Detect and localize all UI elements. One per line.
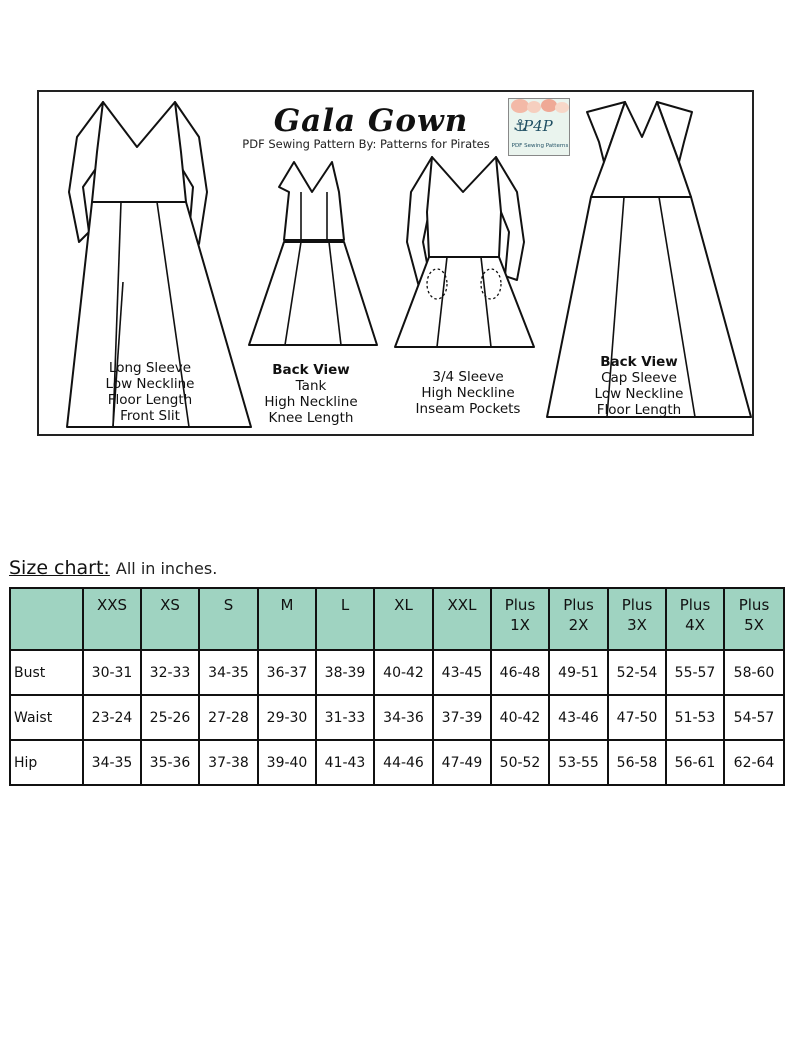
corner-cell	[10, 588, 83, 650]
measurement-value: 58-60	[724, 650, 784, 695]
measurement-value: 46-48	[491, 650, 549, 695]
size-column-header: Plus 3X	[608, 588, 666, 650]
logo-tagline: PDF Sewing Patterns	[511, 143, 569, 149]
size-column-header: M	[258, 588, 316, 650]
measurement-value: 49-51	[549, 650, 608, 695]
pattern-subtitle: PDF Sewing Pattern By: Patterns for Pirates	[242, 137, 490, 151]
measurement-value: 62-64	[724, 740, 784, 785]
measurement-value: 41-43	[316, 740, 374, 785]
measurement-value: 43-46	[549, 695, 608, 740]
size-column-header: XXL	[433, 588, 491, 650]
measurement-value: 47-50	[608, 695, 666, 740]
measurement-value: 44-46	[374, 740, 433, 785]
measurement-value: 53-55	[549, 740, 608, 785]
measurement-value: 40-42	[374, 650, 433, 695]
anchor-icon: ⚓	[513, 116, 528, 135]
measurement-value: 54-57	[724, 695, 784, 740]
measurement-value: 43-45	[433, 650, 491, 695]
pattern-title: Gala Gown	[273, 103, 469, 139]
measurement-value: 23-24	[83, 695, 141, 740]
measurement-label: Bust	[10, 650, 83, 695]
size-column-header: S	[199, 588, 258, 650]
measurement-value: 36-37	[258, 650, 316, 695]
view-label-long-sleeve: Long Sleeve Low Neckline Floor Length Front Slit	[105, 360, 195, 424]
size-column-header: XXS	[83, 588, 141, 650]
size-chart-body	[10, 650, 784, 785]
measurement-value: 39-40	[258, 740, 316, 785]
size-column-header: L	[316, 588, 374, 650]
size-header-row	[10, 588, 784, 650]
view-label-three-quarter-sleeve: 3/4 Sleeve High Neckline Inseam Pockets	[415, 369, 521, 417]
measurement-value: 30-31	[83, 650, 141, 695]
measurement-value: 56-61	[666, 740, 724, 785]
pattern-cover-card	[37, 90, 754, 436]
size-chart-table	[9, 587, 785, 786]
measurement-row	[10, 740, 784, 785]
measurement-value: 34-35	[199, 650, 258, 695]
measurement-value: 50-52	[491, 740, 549, 785]
measurement-label: Hip	[10, 740, 83, 785]
logo-mark: P4P	[523, 117, 553, 135]
tank-dress-back-view-drawing	[249, 162, 377, 345]
measurement-value: 31-33	[316, 695, 374, 740]
measurement-value: 38-39	[316, 650, 374, 695]
size-column-header: Plus 1X	[491, 588, 549, 650]
measurement-value: 47-49	[433, 740, 491, 785]
three-quarter-sleeve-dress-drawing	[395, 157, 534, 347]
measurement-value: 27-28	[199, 695, 258, 740]
measurement-value: 35-36	[141, 740, 199, 785]
p4p-logo	[508, 98, 570, 156]
measurement-value: 29-30	[258, 695, 316, 740]
measurement-value: 37-38	[199, 740, 258, 785]
measurement-value: 55-57	[666, 650, 724, 695]
measurement-value: 52-54	[608, 650, 666, 695]
measurement-value: 34-35	[83, 740, 141, 785]
size-column-header: XS	[141, 588, 199, 650]
size-column-header: Plus 2X	[549, 588, 608, 650]
measurement-value: 37-39	[433, 695, 491, 740]
measurement-row	[10, 695, 784, 740]
size-chart-heading: Size chart: All in inches.	[9, 557, 218, 579]
size-column-header: XL	[374, 588, 433, 650]
measurement-value: 25-26	[141, 695, 199, 740]
size-column-header: Plus 5X	[724, 588, 784, 650]
size-column-header: Plus 4X	[666, 588, 724, 650]
measurement-label: Waist	[10, 695, 83, 740]
measurement-value: 32-33	[141, 650, 199, 695]
view-label-cap-sleeve-back: Back View Cap Sleeve Low Neckline Floor Length	[594, 354, 684, 418]
measurement-row	[10, 650, 784, 695]
measurement-value: 56-58	[608, 740, 666, 785]
view-label-tank-back: Back View Tank High Neckline Knee Length	[264, 362, 358, 426]
measurement-value: 40-42	[491, 695, 549, 740]
measurement-value: 51-53	[666, 695, 724, 740]
measurement-value: 34-36	[374, 695, 433, 740]
